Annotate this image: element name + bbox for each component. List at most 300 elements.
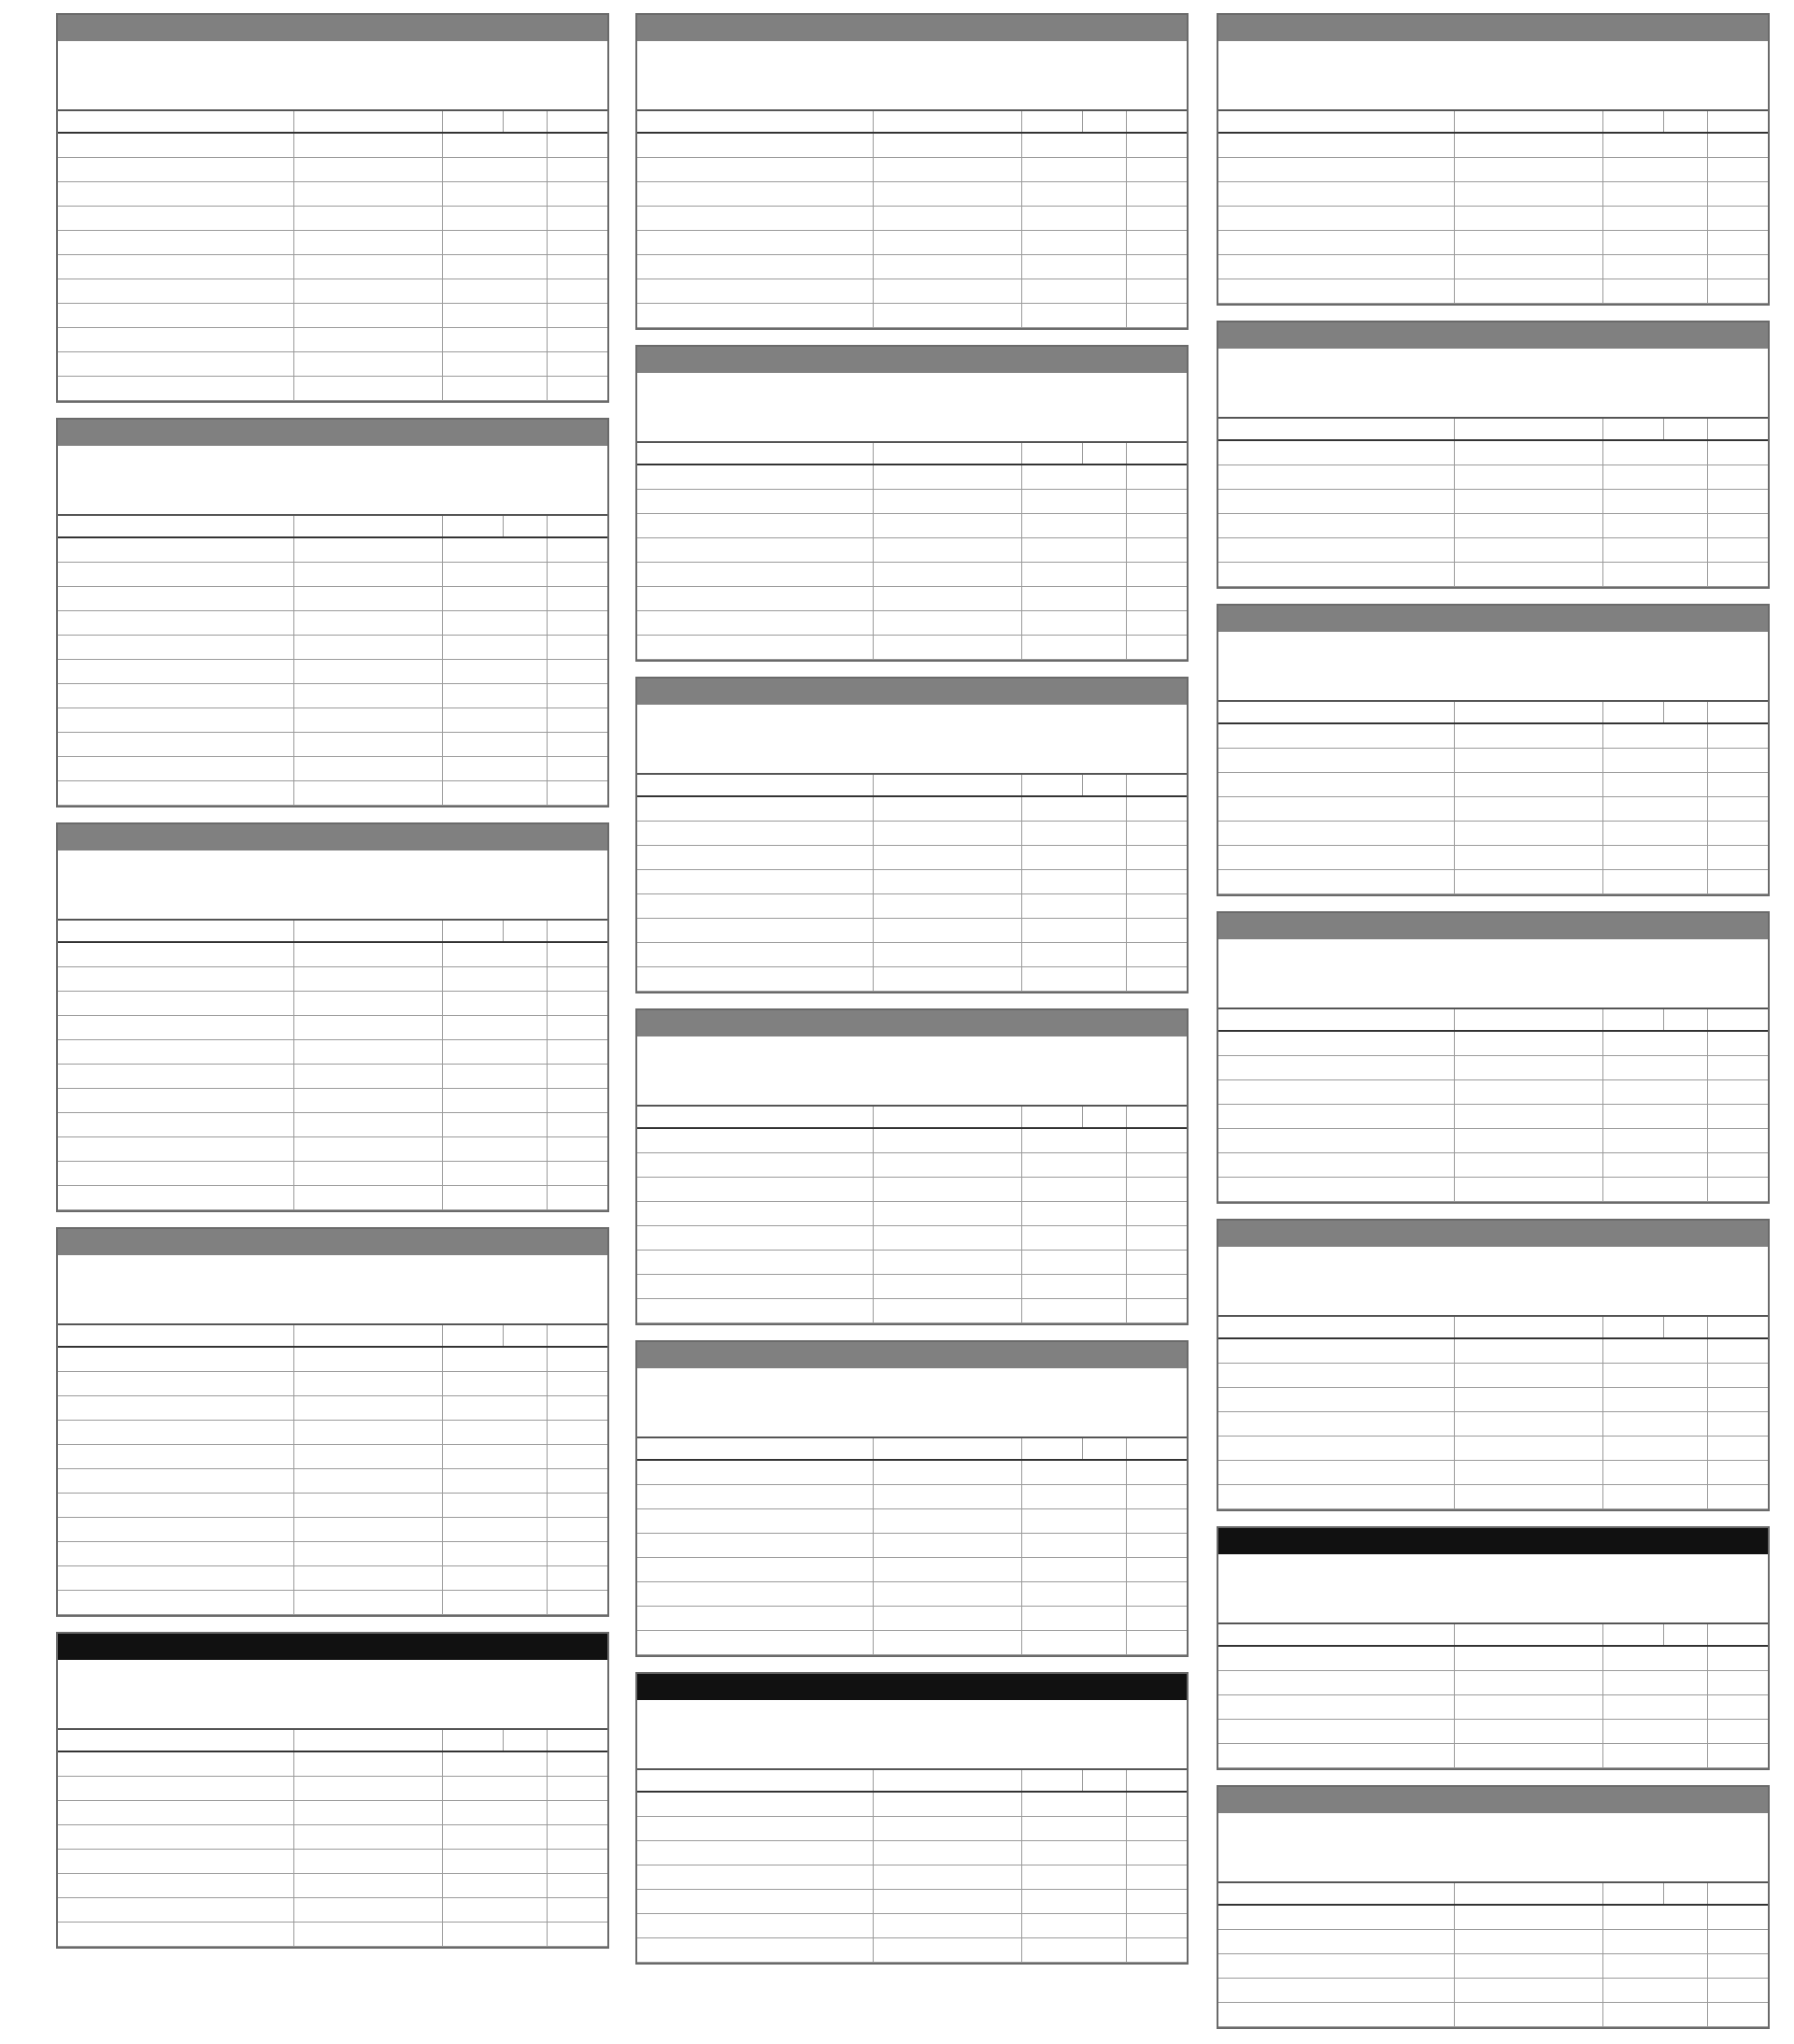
table-row: [637, 465, 1187, 490]
table-cell: [547, 328, 607, 352]
table-cell: [1603, 1031, 1664, 1056]
table-cell: [503, 1923, 547, 1947]
table-cell: [294, 1445, 443, 1469]
table-cell: [874, 1178, 1022, 1202]
table-cell: [1126, 1865, 1187, 1890]
summary-label: [645, 749, 753, 769]
summary-row: [65, 469, 600, 490]
table-cell: [547, 708, 607, 733]
table-cell: [443, 1186, 504, 1210]
table-cell: [1603, 490, 1664, 514]
column-header: [1455, 111, 1603, 133]
summary-label: [65, 85, 174, 106]
column-header: [547, 516, 607, 537]
table-cell: [1126, 894, 1187, 919]
summary-value: [174, 64, 277, 85]
table-row: [58, 1801, 607, 1825]
table-cell: [874, 1914, 1022, 1938]
table-cell: [637, 967, 874, 992]
table-cell: [1218, 797, 1455, 822]
table-row: [637, 1485, 1187, 1509]
summary-label: [277, 1683, 516, 1704]
table-cell: [1663, 870, 1707, 894]
table-cell: [874, 1275, 1022, 1299]
table-cell: [874, 1153, 1022, 1178]
table-cell: [58, 1469, 294, 1494]
table-cell: [443, 1801, 504, 1825]
summary-value: [753, 749, 856, 769]
table-cell: [1603, 231, 1664, 255]
summary-value: [516, 1663, 600, 1683]
table-cell: [1022, 846, 1083, 870]
table-cell: [874, 1460, 1022, 1485]
table-row: [58, 1777, 607, 1801]
table-cell: [1455, 846, 1603, 870]
table-cell: [1218, 1080, 1455, 1105]
table-cell: [1603, 749, 1664, 773]
table-cell: [637, 919, 874, 943]
table-cell: [637, 894, 874, 919]
table-cell: [1455, 1129, 1603, 1153]
table-cell: [1603, 797, 1664, 822]
summary-label: [168, 44, 516, 64]
summary-label: [1329, 44, 1676, 64]
table-row: [58, 563, 607, 587]
table-row: [637, 1460, 1187, 1485]
table-cell: [503, 207, 547, 231]
table-cell: [294, 182, 443, 207]
table-cell: [1082, 1178, 1126, 1202]
table-cell: [1082, 538, 1126, 563]
summary-row: [65, 64, 600, 85]
table-cell: [1022, 514, 1083, 538]
table-cell: [1218, 1954, 1455, 1979]
table-cell: [547, 684, 607, 708]
table-cell: [1603, 1930, 1664, 1954]
table-cell: [294, 1777, 443, 1801]
summary-label: [65, 894, 174, 915]
summary-row: [65, 1258, 600, 1279]
table-row: [637, 207, 1187, 231]
table-cell: [503, 636, 547, 660]
column-header: [58, 111, 294, 133]
table-cell: [874, 846, 1022, 870]
table-cell: [503, 1542, 547, 1566]
table-cell: [1218, 182, 1455, 207]
summary-value: [1226, 635, 1329, 655]
panel-title: [58, 1634, 607, 1660]
summary-value: [753, 1060, 856, 1080]
table-row: [637, 1153, 1187, 1178]
table-cell: [1707, 563, 1768, 587]
table-cell: [1126, 1534, 1187, 1558]
table-cell: [1603, 1178, 1664, 1202]
summary-value: [516, 490, 600, 510]
table-row: [637, 967, 1187, 992]
table-cell: [1022, 1914, 1083, 1938]
table-cell: [443, 352, 504, 377]
table-cell: [58, 1089, 294, 1113]
column-header: [1126, 775, 1187, 796]
table-cell: [443, 1347, 504, 1372]
column-header: [1603, 419, 1664, 440]
table-cell: [443, 1113, 504, 1137]
summary-value: [1334, 1578, 1437, 1598]
report-panel: [635, 1008, 1189, 1325]
table-cell: [1218, 1412, 1455, 1437]
table-cell: [1126, 846, 1187, 870]
table-row: [1218, 538, 1768, 563]
panel-title: [637, 1674, 1187, 1700]
table-cell: [1603, 822, 1664, 846]
report-column: [1217, 13, 1770, 2044]
column-header: [1663, 1317, 1707, 1338]
table-cell: [1707, 133, 1768, 158]
table-cell: [1126, 304, 1187, 328]
table-cell: [503, 733, 547, 757]
table-cell: [294, 1751, 443, 1777]
results-table: [637, 1770, 1187, 1963]
table-cell: [1603, 440, 1664, 465]
table-row: [1218, 490, 1768, 514]
table-cell: [1455, 538, 1603, 563]
table-cell: [1603, 1905, 1664, 1930]
table-row: [1218, 1178, 1768, 1202]
table-row: [58, 1089, 607, 1113]
table-cell: [637, 514, 874, 538]
table-cell: [1707, 1905, 1768, 1930]
summary-value: [1676, 942, 1760, 963]
panel-title: [1218, 606, 1768, 632]
summary-label: [1329, 1250, 1676, 1270]
table-cell: [547, 1923, 607, 1947]
table-cell: [1082, 894, 1126, 919]
table-cell: [874, 158, 1022, 182]
column-header: [1082, 775, 1126, 796]
table-row: [1218, 1744, 1768, 1768]
table-cell: [1455, 1720, 1603, 1744]
table-cell: [1022, 1275, 1083, 1299]
table-cell: [1218, 133, 1455, 158]
table-cell: [1707, 1720, 1768, 1744]
panel-title: [637, 1342, 1187, 1368]
table-cell: [1082, 182, 1126, 207]
summary-value: [1676, 635, 1760, 655]
table-cell: [1218, 1338, 1455, 1364]
summary-value: [174, 1683, 277, 1704]
table-cell: [1663, 1129, 1707, 1153]
table-cell: [874, 279, 1022, 304]
table-cell: [58, 1445, 294, 1469]
table-cell: [547, 1186, 607, 1210]
summary-value: [1095, 1392, 1179, 1412]
table-cell: [1218, 846, 1455, 870]
table-header-row: [637, 1107, 1187, 1128]
table-cell: [1126, 870, 1187, 894]
table-row: [1218, 1105, 1768, 1129]
summary-label: [856, 749, 1095, 769]
report-panel: [635, 13, 1189, 330]
summary-label: [645, 417, 753, 437]
table-cell: [1603, 1720, 1664, 1744]
summary-value: [753, 396, 856, 417]
table-cell: [58, 1016, 294, 1040]
panel-title: [1218, 1528, 1768, 1554]
table-cell: [58, 1396, 294, 1421]
table-row: [58, 1469, 607, 1494]
panel-summary: [58, 1660, 607, 1730]
table-row: [58, 1445, 607, 1469]
summary-label: [856, 1080, 1095, 1101]
report-column: [56, 13, 609, 1964]
table-cell: [547, 304, 607, 328]
summary-label: [65, 1279, 174, 1299]
column-header: [1218, 1009, 1455, 1031]
column-header: [1603, 1317, 1664, 1338]
table-cell: [58, 279, 294, 304]
table-cell: [637, 870, 874, 894]
panel-summary: [58, 446, 607, 516]
table-cell: [1082, 1251, 1126, 1275]
summary-value: [516, 894, 600, 915]
table-cell: [1082, 1128, 1126, 1153]
table-cell: [1218, 514, 1455, 538]
table-cell: [58, 1923, 294, 1947]
summary-label: [65, 64, 174, 85]
table-cell: [443, 636, 504, 660]
table-cell: [547, 781, 607, 806]
summary-label: [645, 1080, 753, 1101]
table-cell: [58, 1777, 294, 1801]
table-cell: [1082, 279, 1126, 304]
table-cell: [1022, 1792, 1083, 1817]
summary-label: [856, 396, 1095, 417]
summary-value: [174, 469, 277, 490]
summary-value: [174, 85, 277, 106]
table-cell: [637, 943, 874, 967]
table-cell: [1022, 587, 1083, 611]
summary-label: [1226, 393, 1334, 413]
table-cell: [637, 1178, 874, 1202]
table-cell: [294, 1089, 443, 1113]
summary-value: [1676, 1291, 1760, 1311]
table-row: [637, 231, 1187, 255]
table-cell: [58, 757, 294, 781]
table-cell: [1603, 1485, 1664, 1509]
table-cell: [1022, 822, 1083, 846]
summary-value: [1334, 676, 1437, 696]
table-row: [1218, 846, 1768, 870]
table-cell: [547, 279, 607, 304]
table-cell: [547, 967, 607, 992]
table-cell: [1126, 943, 1187, 967]
table-row: [58, 1751, 607, 1777]
panel-summary: [637, 1368, 1187, 1438]
column-header: [547, 1325, 607, 1347]
table-row: [1218, 870, 1768, 894]
summary-value: [1095, 1744, 1179, 1765]
table-row: [58, 636, 607, 660]
table-cell: [1707, 158, 1768, 182]
table-cell: [294, 967, 443, 992]
table-cell: [1126, 1938, 1187, 1963]
table-cell: [637, 822, 874, 846]
table-cell: [637, 255, 874, 279]
table-cell: [874, 1841, 1022, 1865]
table-cell: [1663, 1930, 1707, 1954]
summary-row: [645, 728, 1179, 749]
table-cell: [547, 133, 607, 158]
table-cell: [1022, 1841, 1083, 1865]
table-header-row: [637, 1438, 1187, 1460]
summary-value: [1676, 655, 1760, 676]
table-row: [637, 636, 1187, 660]
summary-label: [1329, 1557, 1676, 1578]
table-cell: [294, 1542, 443, 1566]
table-cell: [294, 1801, 443, 1825]
table-cell: [294, 328, 443, 352]
summary-value: [1095, 1060, 1179, 1080]
table-cell: [1663, 465, 1707, 490]
table-cell: [637, 231, 874, 255]
table-cell: [1218, 723, 1455, 749]
summary-value: [645, 1703, 748, 1723]
summary-value: [1676, 676, 1760, 696]
table-cell: [1707, 1178, 1768, 1202]
summary-value: [516, 1704, 600, 1724]
table-cell: [1603, 1056, 1664, 1080]
table-cell: [443, 1089, 504, 1113]
summary-label: [856, 1392, 1095, 1412]
table-cell: [503, 304, 547, 328]
results-table: [58, 516, 607, 806]
column-header: [1022, 775, 1083, 796]
table-header-row: [637, 443, 1187, 465]
summary-value: [1334, 963, 1437, 983]
table-cell: [1126, 465, 1187, 490]
table-cell: [1707, 279, 1768, 304]
table-cell: [1082, 1865, 1126, 1890]
table-cell: [1218, 1744, 1455, 1768]
table-cell: [637, 636, 874, 660]
summary-row: [1226, 1837, 1760, 1857]
table-row: [58, 1162, 607, 1186]
table-cell: [1663, 182, 1707, 207]
report-panel: [1217, 911, 1770, 1204]
table-cell: [1126, 279, 1187, 304]
table-cell: [1455, 773, 1603, 797]
results-table: [1218, 702, 1768, 894]
summary-label: [748, 44, 1095, 64]
table-cell: [637, 1534, 874, 1558]
summary-value: [1676, 85, 1760, 106]
table-cell: [1082, 1460, 1126, 1485]
table-row: [1218, 1153, 1768, 1178]
table-cell: [294, 1469, 443, 1494]
results-table: [637, 775, 1187, 992]
table-row: [58, 684, 607, 708]
table-cell: [1126, 490, 1187, 514]
table-cell: [443, 1137, 504, 1162]
results-table: [637, 1107, 1187, 1323]
table-header-row: [1218, 419, 1768, 440]
summary-label: [1226, 1270, 1334, 1291]
table-row: [1218, 440, 1768, 465]
table-cell: [637, 304, 874, 328]
table-row: [58, 611, 607, 636]
table-cell: [874, 1299, 1022, 1323]
table-row: [637, 1938, 1187, 1963]
column-header: [547, 1730, 607, 1751]
table-cell: [1082, 304, 1126, 328]
column-header: [1707, 702, 1768, 723]
table-row: [1218, 1695, 1768, 1720]
table-cell: [1218, 1437, 1455, 1461]
summary-row: [1226, 64, 1760, 85]
table-row: [58, 1825, 607, 1850]
summary-label: [1226, 963, 1334, 983]
table-header-row: [58, 1730, 607, 1751]
table-row: [1218, 1437, 1768, 1461]
panel-summary: [1218, 41, 1768, 111]
table-cell: [1218, 1695, 1455, 1720]
table-cell: [503, 942, 547, 967]
table-cell: [58, 1825, 294, 1850]
table-cell: [1022, 304, 1083, 328]
table-cell: [1218, 1646, 1455, 1671]
table-cell: [547, 1591, 607, 1615]
summary-label: [277, 1279, 516, 1299]
table-cell: [1126, 182, 1187, 207]
table-cell: [637, 279, 874, 304]
table-cell: [503, 1065, 547, 1089]
column-header: [294, 1325, 443, 1347]
table-cell: [1082, 158, 1126, 182]
table-cell: [1022, 796, 1083, 822]
summary-value: [645, 708, 748, 728]
column-header: [1082, 1107, 1126, 1128]
table-cell: [1218, 1461, 1455, 1485]
table-row: [58, 182, 607, 207]
table-cell: [1663, 490, 1707, 514]
column-header: [294, 1730, 443, 1751]
column-header: [1218, 1317, 1455, 1338]
summary-label: [645, 1744, 753, 1765]
table-cell: [503, 1113, 547, 1137]
column-header: [1126, 1770, 1187, 1792]
table-cell: [58, 1065, 294, 1089]
table-row: [637, 587, 1187, 611]
table-cell: [1603, 723, 1664, 749]
table-row: [1218, 773, 1768, 797]
table-cell: [294, 1494, 443, 1518]
table-cell: [1707, 1080, 1768, 1105]
table-cell: [1022, 1460, 1083, 1485]
table-cell: [874, 822, 1022, 846]
summary-value: [174, 490, 277, 510]
column-header: [1218, 1624, 1455, 1646]
table-cell: [637, 1485, 874, 1509]
table-cell: [1126, 796, 1187, 822]
table-cell: [503, 1016, 547, 1040]
panel-title: [58, 420, 607, 446]
table-cell: [637, 611, 874, 636]
results-table: [637, 111, 1187, 328]
table-cell: [1126, 1202, 1187, 1226]
table-cell: [1218, 563, 1455, 587]
table-cell: [1082, 490, 1126, 514]
table-cell: [1707, 231, 1768, 255]
